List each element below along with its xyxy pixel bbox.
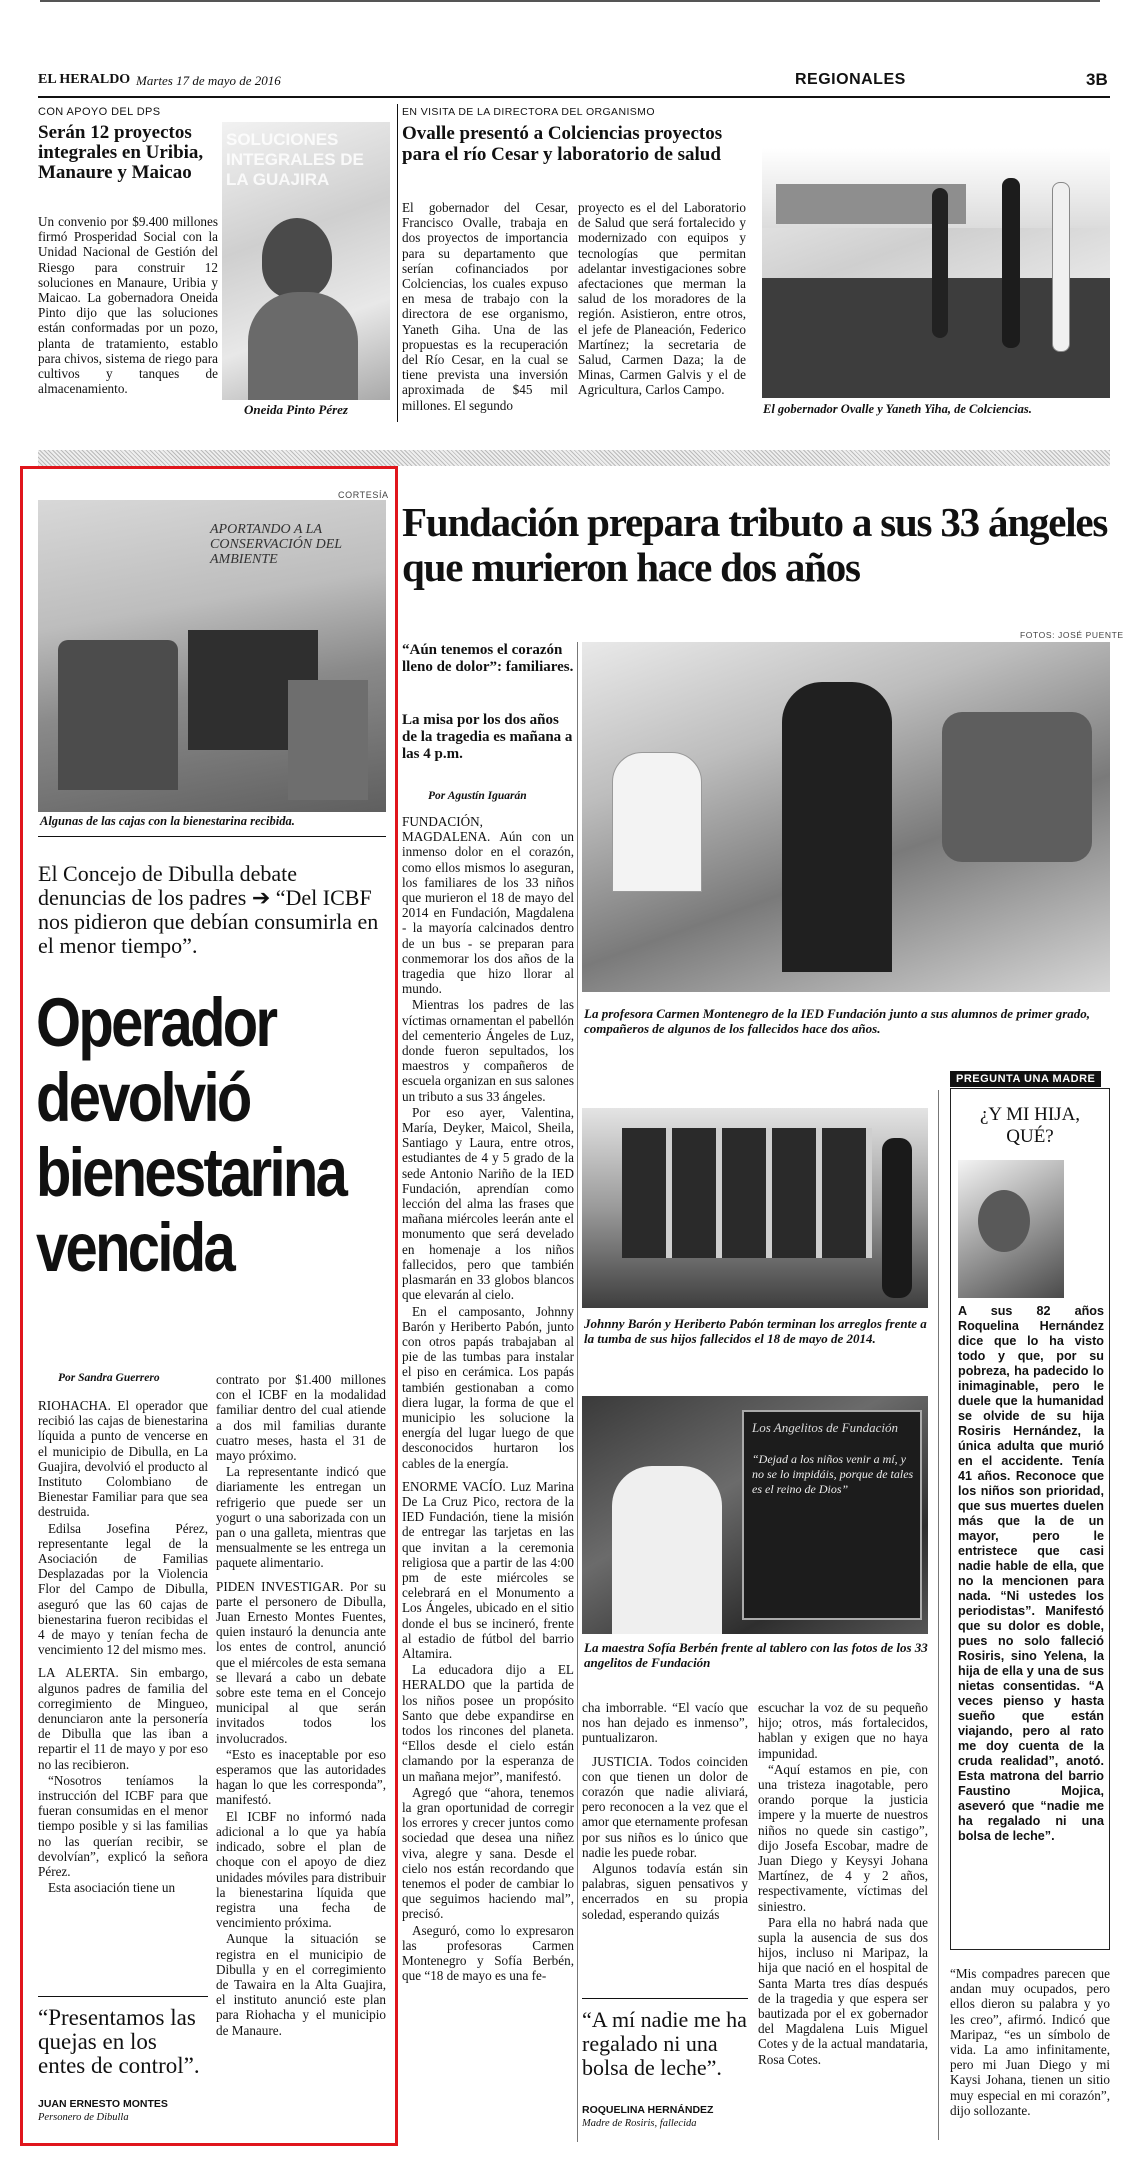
board-text: “Dejad a los niños venir a mí, y no se lo impidáis, porque de tales es el reino de Dios” xyxy=(752,1452,914,1496)
paragraph: “Nosotros teníamos la instrucción del ICBF para que fueran consumidas en el menor tiempo posible y si las familias no las querían recibir, se devolvían”, explicó la señora Pérez. xyxy=(38,1772,208,1880)
portrait-body xyxy=(248,292,358,400)
sidebar-tail: “Mis compadres parecen que andan muy ocupados, pero ellos dieron su palabra y yo les creo”, afirmó. Indicó que Maripaz, “es un símbolo de vida. La amo infinitamente, pero mi Juan Diego y mi Kaysi Johana, tienen un sitio muy especial en mi corazón”, dijo sollozante. xyxy=(950,1966,1110,2118)
section-separator xyxy=(38,450,1110,466)
paragraph: Agregó que “ahora, tenemos la gran oportunidad de corregir los errores y crecer juntos como sociedad que desea una niñez viva, alegre y sana. Desde el cielo nos están recordando que tenemos el poder de cambiar lo que seguimos haciendo mal”, precisó. xyxy=(402,1784,574,1922)
photo-niches xyxy=(622,1128,872,1258)
paragraph: ENORME VACÍO. Luz Marina De La Cruz Pico, rectora de la IED Fundación, tiene la misión de entregar las tarjetas en las que invitan a la ceremonia religiosa que a partir de las 4:00 pm de este miércoles se celebrará en el Monumento a Los Ángeles, ubicado en el sitio donde el bus se incineró, frente al estadio de fútbol del barrio Altamira. xyxy=(402,1478,574,1661)
quote-rule xyxy=(582,1998,748,1999)
photo-board xyxy=(582,1396,928,1634)
kicker: EN VISITA DE LA DIRECTORA DEL ORGANISMO xyxy=(402,106,655,118)
photo-roquelina xyxy=(958,1160,1064,1298)
portrait-head xyxy=(978,1190,1030,1252)
photo-credit: FOTOS: JOSÉ PUENTE xyxy=(1020,630,1124,640)
paragraph: En el camposanto, Johnny Barón y Heriberto Pabón, junto con otros papás trabajaban al pie de las tumbas para instalar el piso en cerámica. Los papás también gestionaban a como diera lugar, la forma de que el municipio les solucione la energía del lugar luego de que desconocidos hurtaron los cables de la energía. xyxy=(402,1303,574,1471)
wall-sign-text: APORTANDO A LA CONSERVACIÓN DEL AMBIENTE xyxy=(210,522,342,567)
photo-tombs xyxy=(582,1108,928,1308)
deck: El Concejo de Dibulla debate denuncias de los padres ➔ “Del ICBF nos pidieron que debían consumirla en el menor tiempo”. xyxy=(38,861,379,958)
page-date: Martes 17 de mayo de 2016 xyxy=(136,73,281,88)
photo-chairs xyxy=(58,640,178,790)
photo-bienestarina-boxes xyxy=(38,500,386,812)
paragraph: “Aquí estamos en pie, con una tristeza inagotable, pero orando porque la justicia impere y la muerte de nuestros niños no quede sin castigo”, dijo Josefa Escobar, madre de Juan Diego y Keysyi Johana Martínez, de 4 y 2 años, respectivamente, víctimas del siniestro. xyxy=(758,1761,928,1914)
paragraph: RIOHACHA. El operador que recibió las cajas de bienestarina líquida a punto de vencerse en el municipio de Dibulla, en La Guajira, devolvió el producto al Instituto Colombiano de Bienestar Familiar para que sea destruida. xyxy=(38,1398,208,1520)
paragraph: Por eso ayer, Valentina, María, Deyker, Maicol, Sheila, Santiago y Laura, entre otros, estudiantes de 4 y 5 grado de la sede Antonio Nariño de la IED Fundación, aprendían como lección del alma las frases que mañana miércoles leerán ante el monumento que será develado en homenaje a los niños fallecidos, pero que también plasmarán en 33 globos blancos que elevarán al cielo. xyxy=(402,1104,574,1303)
column-rule xyxy=(938,1090,939,2140)
headline: Operador devolvió bienestarina vencida xyxy=(36,984,346,1286)
body-col-3 xyxy=(758,1700,928,2067)
photo-worker xyxy=(882,1138,912,1298)
photo-person-1 xyxy=(932,188,948,338)
caption-board: La maestra Sofía Berbén frente al tablero con las fotos de los 33 angelitos de Fundación xyxy=(584,1640,928,1670)
caption: Oneida Pinto Pérez xyxy=(244,402,348,417)
board-title: Los Angelitos de Fundación xyxy=(752,1420,899,1435)
paragraph: La representante indicó que diariamente les entregan un refrigerio que puede ser un yogurt o una saborizada con un pan o una galleta, mientras que mensualmente se les entrega un paquete alimentario. xyxy=(216,1464,386,1571)
caption: El gobernador Ovalle y Yaneth Yiha, de Colciencias. xyxy=(763,402,1032,416)
sidebar-label: PREGUNTA UNA MADRE xyxy=(950,1071,1101,1087)
paragraph: PIDEN INVESTIGAR. Por su parte el personero de Dibulla, Juan Ernesto Montes Fuentes, quien instauró la denuncia ante los entes de control, anunció que el miércoles de esta semana se llevará a cabo un debate sobre este tema en el Concejo municipal al que serán invitados todos los involucrados. xyxy=(216,1578,386,1746)
photo-teacher-sofia xyxy=(612,1466,722,1634)
quote-name: ROQUELINA HERNÁNDEZ xyxy=(582,2104,714,2116)
paragraph: Esta asociación tiene un xyxy=(48,1880,176,1896)
body-col-2 xyxy=(582,1700,748,1922)
caption-classroom: La profesora Carmen Montenegro de la IED Fundación junto a sus alumnos de primer grado, compañeros de algunos de los fallecidos hace dos años. xyxy=(584,1006,1090,1036)
paragraph: escuchar la voz de su pequeño hijo; otros, más fortalecidos, hablan y exigen que no haya impunidad. xyxy=(758,1700,928,1761)
photo-ovalle-visit xyxy=(762,148,1110,398)
paragraph: Algunos todavía están sin palabras, siguen pensativos y encerrados en su propia soledad, esperando quizás xyxy=(582,1861,748,1922)
photo-teacher xyxy=(782,682,892,972)
photo-credit: CORTESÍA xyxy=(338,490,389,500)
sidebar-title: ¿Y MI HIJA, QUÉ? xyxy=(979,1104,1081,1147)
quote-rule xyxy=(38,1996,208,1997)
paragraph: Para ella no habrá nada que supla la ausencia de sus dos hijos, incluso ni Maripaz, la hija que nació en el hospital de Santa Marta tres días después de la tragedia y que espera ser bautizada por el ex gobernador del Magdalena Luis Miguel Cotes y de la actual mandataria, Rosa Cotes. xyxy=(758,1914,928,2067)
photo-classroom xyxy=(582,642,1110,992)
paragraph: El ICBF no informó nada adicional a lo que ya había indicado, sobre el plan de choque con el apoyo de diez unidades móviles para distribuir la bienestarina líquida que registra una fecha de vencimiento próxima. xyxy=(216,1808,386,1931)
top-crop-rule xyxy=(40,0,1100,2)
photo-oneida-pinto xyxy=(222,122,390,400)
photo-banner-text: SOLUCIONES INTEGRALES DE LA GUAJIRA xyxy=(226,130,364,189)
body-col-2: proyecto es el del Laboratorio de Salud que será fortalecido y modernizado con equipos y tecnologías que permitan adelantar investigaciones sobre afectaciones que merman la salud de los moradores de la región. Asistieron, entre otros, el jefe de Planeación, Federico Martínez; la secretaria de Salud, Carmen Daza; la de Minas, Carmen Galvis y el de Agricultura, Carlos Campo. xyxy=(578,200,746,398)
subdeck-2: La misa por los dos años de la tragedia es mañana a las 4 p.m. xyxy=(402,712,573,762)
paragraph: Edilsa Josefina Pérez, representante legal de la Asociación de Familias Desplazadas por la Violencia Flor del Campo de Dibulla, aseguró que las 60 cajas de bienestarina fueron recibidas el 4 de mayo y tenían fecha de vencimiento 12 del mismo mes. xyxy=(38,1520,208,1658)
quote-role: Personero de Dibulla xyxy=(38,2112,129,2123)
paper-name: EL HERALDO xyxy=(38,72,131,87)
paragraph: Aunque la situación se registra en el municipio de Dibulla y en el corregimiento de Tawaira en la Alta Guajira, el instituto anunció este plan para Riohacha y el municipio de Manaure. xyxy=(216,1931,386,2038)
kicker: CON APOYO DEL DPS xyxy=(38,106,161,118)
quote-role: Madre de Rosiris, fallecida xyxy=(582,2118,697,2129)
column-rule xyxy=(577,642,578,2142)
photo-students-group xyxy=(942,712,1092,862)
paragraph: contrato por $1.400 millones con el ICBF en la modalidad familiar dentro del cual atiende a dos mil familias durante cuatro meses, hasta el 31 de mayo próximo. xyxy=(216,1372,386,1464)
body-col-1: El gobernador del Cesar, Francisco Ovalle, trabaja en dos proyectos de importancia para su departamento que serían cofinanciados por Colciencias, los cuales expuso en mesa de trabajo con la directora de ese organismo, Yaneth Giha. Una de las propuestas es la recuperación del Río Cesar, en la cual se tiene prevista una inversión aproximada de $45 mil millones. El segundo xyxy=(402,200,568,413)
body-col-1 xyxy=(402,814,574,1983)
headline: Fundación prepara tributo a sus 33 ángeles que murieron hace dos años xyxy=(402,499,1108,590)
body-col-2 xyxy=(216,1372,386,2038)
photo-student xyxy=(612,752,702,892)
paragraph: FUNDACIÓN, MAGDALENA. Aún con un inmenso dolor en el corazón, como ellos mismos lo aseguran, los familiares de los 33 niños que murieron el 18 de mayo del 2014 en Fundación, Magdalena - la mayoría calcinados dentro de un bus - se preparan para conmemorar los dos años de la tragedia que hizo llorar al mundo. xyxy=(402,814,574,997)
caption: Algunas de las cajas con la bienestarina recibida. xyxy=(40,814,295,828)
caption-tombs: Johnny Barón y Heriberto Pabón terminan los arreglos frente a la tumba de sus hijos fallecidos el 18 de mayo de 2014. xyxy=(584,1316,927,1346)
photo-person-3 xyxy=(1052,182,1070,352)
byline: Por Sandra Guerrero xyxy=(58,1372,160,1384)
subdeck-1: “Aún tenemos el corazón lleno de dolor”: familiares. xyxy=(402,642,574,675)
body-col-1 xyxy=(38,1398,208,1896)
photo-person-2 xyxy=(1002,178,1020,348)
pull-quote: “Presentamos las quejas en los entes de control”. xyxy=(38,2005,200,2078)
paragraph: cha imborrable. “El vacío que nos han dejado es inmenso”, puntualizaron. xyxy=(582,1700,748,1746)
portrait-figure xyxy=(262,218,332,298)
headline: Serán 12 proyectos integrales en Uribia, Manaure y Maicao xyxy=(38,122,204,183)
paragraph: Mientras los padres de las víctimas ornamentan el pabellón del cementerio Ángeles de Luz, donde fueron sepultados, los maestros y compañeros de escuela organizan en sus salones un tributo a sus 33 ángeles. xyxy=(402,997,574,1104)
paragraph: LA ALERTA. Sin embargo, algunos padres de familia del corregimiento de Mingueo, denunciaron ante la personería de Dibulla que las iban a repartir el 11 de mayo y por eso no las recibieron. xyxy=(38,1665,208,1772)
caption-rule xyxy=(38,836,386,837)
quote-name: JUAN ERNESTO MONTES xyxy=(38,2098,168,2110)
page-header xyxy=(38,70,1108,94)
paragraph: Aseguró, como lo expresaron las profesoras Carmen Montenegro y Sofía Berbén, que “18 de mayo es una fe- xyxy=(402,1922,574,1984)
photo-board-panel xyxy=(742,1410,922,1620)
page-number: 3B xyxy=(1086,70,1108,89)
headline: Ovalle presentó a Colciencias proyectos para el río Cesar y laboratorio de salud xyxy=(402,123,723,165)
byline: Por Agustín Iguarán xyxy=(428,790,527,802)
paragraph: JUSTICIA. Todos coinciden con que tienen un dolor de corazón que nadie aliviará, pero reconocen a la vez que el amor que eternamente profesan por sus niños es lo único que nadie les puede robar. xyxy=(582,1753,748,1860)
sidebar-body: A sus 82 años Roquelina Hernández dice que lo ha visto todo y que, por su pobreza, ha padecido lo inimaginable, pero le duele que la humanidad se olvide de su hija Rosiris Hernández, la única adulta que murió en el accidente. Tenía 41 años. Reconoce que los niños son prioridad, que sus muertes duelen más que la de un mayor, pero le entristece que casi nadie hable de ella, que no la mencionen para nada. “Ni ustedes los periodistas”. Manifestó que su dolor es doble, pues no solo falleció Rosiris, sino Yelena, la hija de ella y una de sus nietas consentidas. “A veces pienso y hasta sueño que están viajando, pero al rato me doy cuenta de la cruda realidad”, anotó. Esta matrona del barrio Faustino Mojica, aseveró que “nadie me ha regalado ni una bolsa de leche”. xyxy=(958,1304,1104,1843)
paragraph: La educadora dijo a EL HERALDO que la partida de los niños posee un propósito Santo que debe expandirse en todos los rincones del planeta. “Ellos desde el cielo están clamando por la esperanza de un mañana mejor”, manifestó. xyxy=(402,1662,574,1784)
body-text: Un convenio por $9.400 millones firmó Prosperidad Social con la Unidad Nacional de Gestión del Riesgo para construir 12 soluciones en Manaure, Uribia y Maicao. La gobernadora Oneida Pinto dijo que las soluciones están conformadas por un pozo, planta de tratamiento, establo para chivos, sistema de riego para cultivos y tanques de almacenamiento. xyxy=(38,214,218,397)
section-name: REGIONALES xyxy=(795,71,906,88)
photo-stack xyxy=(288,680,368,800)
header-rule xyxy=(38,96,1110,98)
paragraph: “Esto es inaceptable por eso esperamos que las autoridades hagan lo que les corresponda”, manifestó. xyxy=(216,1746,386,1808)
pull-quote: “A mí nadie me ha regalado ni una bolsa de leche”. xyxy=(582,2007,747,2080)
column-rule xyxy=(397,104,398,422)
